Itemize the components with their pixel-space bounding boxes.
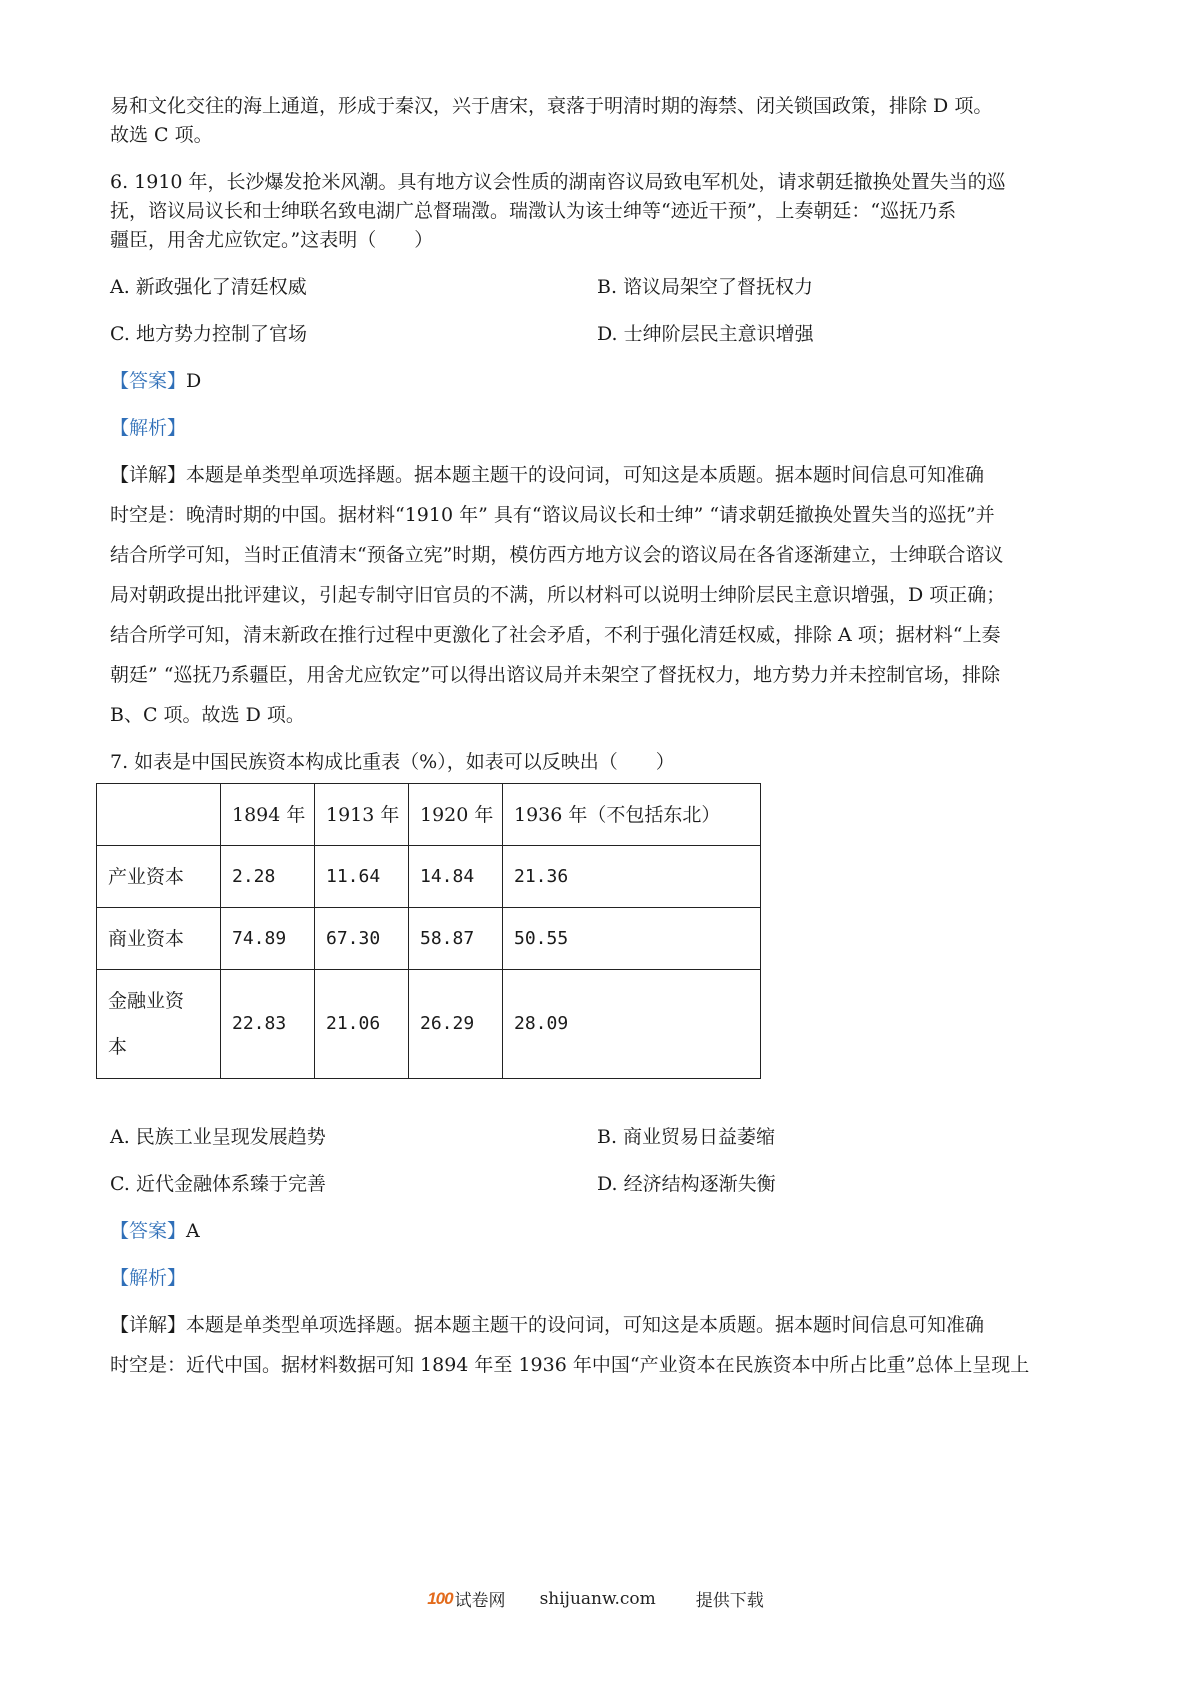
q7-options-row-2 — [110, 1170, 1100, 1199]
table-cell: 21.06 — [315, 970, 409, 1079]
footer-slogan: 提供下载 — [695, 1591, 764, 1611]
q6-answer — [110, 367, 1100, 396]
table-cell: 11.64 — [315, 846, 409, 908]
q7-options-row-1 — [110, 1123, 1100, 1152]
table-cell: 21.36 — [503, 846, 761, 908]
table-cell: 67.30 — [315, 908, 409, 970]
q7-answer — [110, 1217, 1100, 1246]
capital-composition-table — [96, 783, 761, 1079]
logo-text: 试卷网 — [454, 1591, 506, 1611]
table-header-cell: 1894 年 — [221, 784, 315, 846]
q6-option-a: A. 新政强化了清廷权威 — [110, 276, 307, 298]
q7-analysis-tag: 【解析】 — [110, 1267, 187, 1289]
table-header-row — [97, 784, 761, 846]
q6-detail-tag: 【详解】 — [110, 464, 187, 486]
row-label: 商业资本 — [97, 908, 221, 970]
page-footer — [0, 1586, 1191, 1611]
q6-stem-line-1: 6. 1910 年，长沙爆发抢米风潮。具有地方议会性质的湖南咨议局致电军机处，请求朝廷撤换处置失当的巡 — [110, 171, 1006, 193]
q7-option-d: D. 经济结构逐渐失衡 — [597, 1173, 776, 1195]
q7-answer-value: A — [186, 1220, 200, 1242]
q6-detail-line-6: 朝廷” “巡抚乃系疆臣，用舍尤应钦定”可以得出谘议局并未架空了督抚权力，地方势力并未控制官场，排除 — [110, 664, 1001, 686]
table-cell: 22.83 — [221, 970, 315, 1079]
row-label-line: 本 — [108, 1036, 128, 1058]
q7-stem: 7. 如表是中国民族资本构成比重表（%），如表可以反映出（ ） — [110, 751, 675, 773]
q7-detail-line-1 — [110, 1311, 1100, 1340]
q6-option-c: C. 地方势力控制了官场 — [110, 323, 307, 345]
site-url-link[interactable]: shijuanw.com — [539, 1588, 656, 1609]
question-7 — [110, 748, 1100, 1380]
q6-detail-line-3: 结合所学可知，当时正值清末“预备立宪”时期，模仿西方地方议会的谘议局在各省逐渐建立，士绅联合谘议 — [110, 544, 1004, 566]
question-6 — [110, 168, 1100, 730]
q7-detail-line-2: 时空是：近代中国。据材料数据可知 1894 年至 1936 年中国“产业资本在民族资本中所占比重”总体上呈现上 — [110, 1354, 1030, 1376]
table-cell: 58.87 — [409, 908, 503, 970]
table-header-cell: 1936 年（不包括东北） — [503, 784, 761, 846]
q6-options-row-2 — [110, 320, 1100, 349]
row-label: 产业资本 — [97, 846, 221, 908]
q6-detail-line-2: 时空是：晚清时期的中国。据材料“1910 年” 具有“谘议局议长和士绅” “请求朝廷撤换处置失当的巡抚”并 — [110, 504, 995, 526]
table-header-cell: 1920 年 — [409, 784, 503, 846]
row-label — [97, 970, 221, 1079]
row-label-line: 金融业资 — [108, 990, 185, 1012]
site-logo[interactable] — [427, 1586, 505, 1611]
q6-detail-line-4: 局对朝政提出批评建议，引起专制守旧官员的不满，所以材料可以说明士绅阶层民主意识增强，D 项正确； — [110, 584, 1006, 606]
q6-detail-text-1: 本题是单类型单项选择题。据本题主题干的设问词，可知这是本质题。据本题时间信息可知准确 — [186, 464, 985, 486]
table-cell: 28.09 — [503, 970, 761, 1079]
table-row — [97, 970, 761, 1079]
table-cell: 26.29 — [409, 970, 503, 1079]
table-cell: 2.28 — [221, 846, 315, 908]
q7-answer-tag: 【答案】 — [110, 1220, 187, 1242]
q6-analysis-tag: 【解析】 — [110, 417, 187, 439]
table-cell: 74.89 — [221, 908, 315, 970]
q6-options-row-1 — [110, 273, 1100, 302]
table-header-cell: 1913 年 — [315, 784, 409, 846]
q6-answer-value: D — [186, 370, 202, 392]
q6-stem-line-2: 抚，谘议局议长和士绅联名致电湖广总督瑞澂。瑞澂认为该士绅等“迹近干预”，上奏朝廷：“巡抚乃系 — [110, 200, 957, 222]
q6-detail-line-5: 结合所学可知，清末新政在推行过程中更激化了社会矛盾，不利于强化清廷权威，排除 A 项；据材料“上奏 — [110, 624, 1001, 646]
q6-option-d: D. 士绅阶层民主意识增强 — [597, 323, 814, 345]
q6-detail-line-1 — [110, 461, 1100, 490]
table-row — [97, 846, 761, 908]
table-header-cell — [97, 784, 221, 846]
q7-option-b: B. 商业贸易日益萎缩 — [597, 1126, 776, 1148]
q7-detail-tag: 【详解】 — [110, 1314, 187, 1336]
q6-detail-line-7: B、C 项。故选 D 项。 — [110, 704, 305, 726]
q7-option-a: A. 民族工业呈现发展趋势 — [110, 1126, 326, 1148]
table-cell: 14.84 — [409, 846, 503, 908]
table-cell: 50.55 — [503, 908, 761, 970]
logo-number: 100 — [427, 1588, 453, 1608]
q6-stem-line-3: 疆臣，用舍尤应钦定。”这表明（ ） — [110, 229, 434, 251]
intro-line-2: 故选 C 项。 — [110, 124, 213, 146]
q6-option-b: B. 谘议局架空了督抚权力 — [597, 276, 814, 298]
q7-option-c: C. 近代金融体系臻于完善 — [110, 1173, 326, 1195]
q6-answer-tag: 【答案】 — [110, 370, 187, 392]
table-row — [97, 908, 761, 970]
document-page — [110, 92, 1100, 1380]
intro-line-1: 易和文化交往的海上通道，形成于秦汉，兴于唐宋，衰落于明清时期的海禁、闭关锁国政策，排除 D 项。 — [110, 95, 993, 117]
q7-detail-text-1: 本题是单类型单项选择题。据本题主题干的设问词，可知这是本质题。据本题时间信息可知准确 — [186, 1314, 985, 1336]
